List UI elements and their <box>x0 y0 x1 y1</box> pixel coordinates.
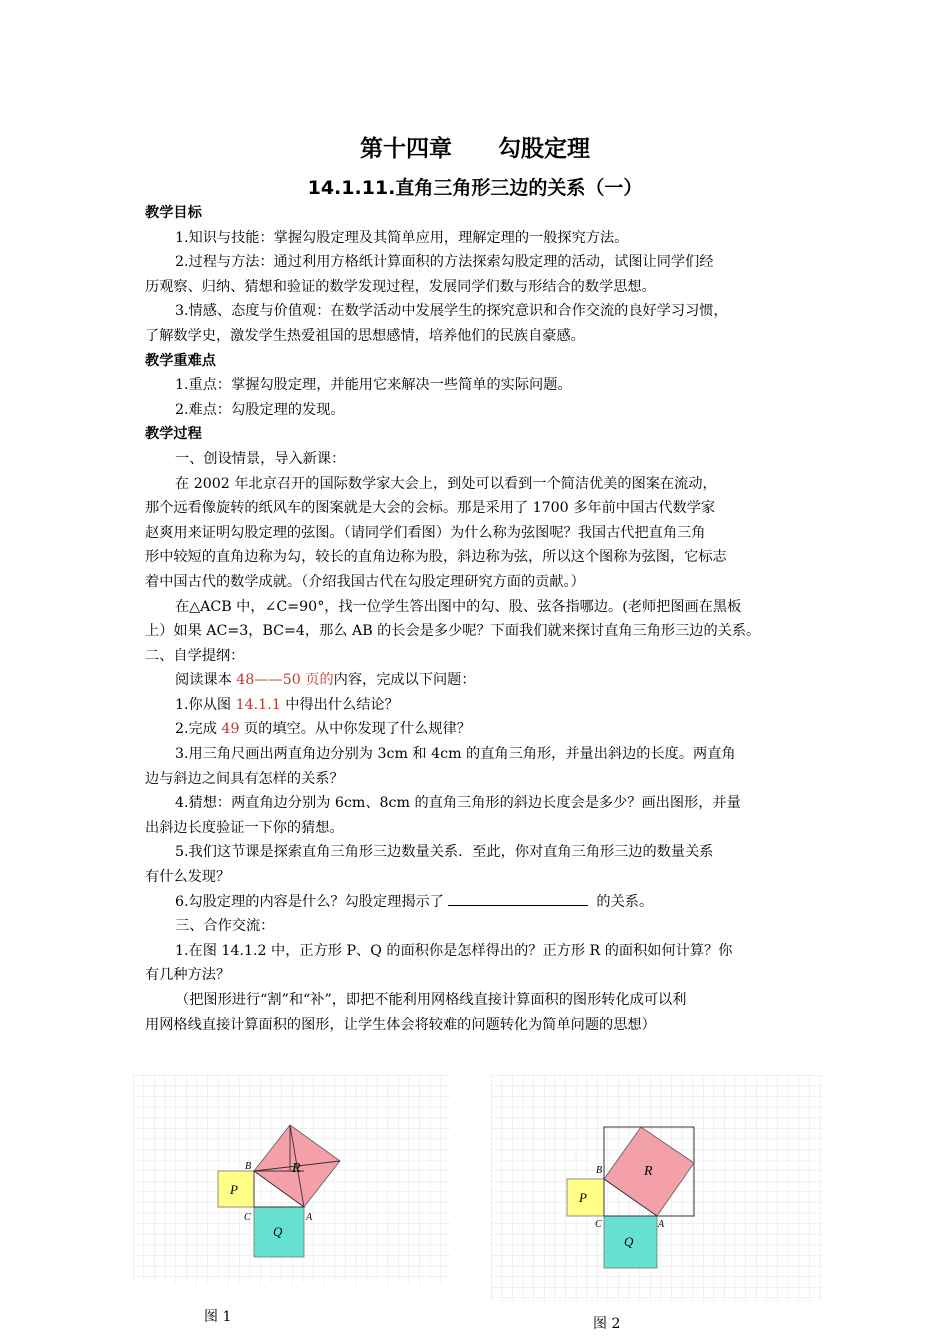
read-post: 内容，完成以下问题： <box>333 672 476 689</box>
exchange-line: 1.在图 14.1.2 中，正方形 P、Q 的面积你是怎样得出的？正方形 R 的面积如何计算？你 <box>175 942 733 959</box>
q1-ref: 14.1.1 <box>235 696 281 713</box>
q6-post: 的关系。 <box>591 893 654 910</box>
paragraph-line: 上）如果 AC=3，BC=4，那么 AB 的长会是多少呢？下面我们就来探讨直角三角形三边的关系。 <box>145 623 761 640</box>
goal-line: 3.情感、态度与价值观：在数学活动中发展学生的探究意识和合作交流的良好学习习惯， <box>175 303 728 320</box>
question-4-cont: 出斜边长度验证一下你的猜想。 <box>145 819 344 836</box>
paragraph-line: 形中较短的直角边称为勾，较长的直角边称为股，斜边称为弦，所以这个图称为弦图，它标志 <box>145 549 727 566</box>
key-point-line: 2.难点：勾股定理的发现。 <box>175 401 345 418</box>
question-2 <box>145 717 810 742</box>
label-r: R <box>292 1161 301 1176</box>
figure-2-caption: 图 2 <box>593 1316 621 1332</box>
read-pages: 48——50 页的 <box>236 672 334 689</box>
label-b: B <box>245 1161 252 1172</box>
goal-line: 了解数学史，激发学生热爱祖国的思想感情，培养他们的民族自豪感。 <box>145 327 585 344</box>
paragraph-line: 赵爽用来证明勾股定理的弦图。（请同学们看图）为什么称为弦图呢？我国古代把直角三角 <box>145 524 706 541</box>
exchange-line: 有几种方法？ <box>145 967 231 984</box>
label-r: R <box>644 1164 653 1179</box>
process-heading: 教学过程 <box>145 426 202 443</box>
q2-ref: 49 <box>221 721 240 738</box>
question-3-cont: 边与斜边之间具有怎样的关系？ <box>145 770 344 787</box>
exchange-line: 用网格线直接计算面积的图形，让学生体会将较难的问题转化为简单问题的思想） <box>145 1016 656 1033</box>
question-5: 5.我们这节课是探索直角三角形三边数量关系．至此，你对直角三角形三边的数量关系 <box>175 844 714 861</box>
label-c: C <box>244 1212 251 1223</box>
label-p: P <box>230 1182 238 1197</box>
question-5-cont: 有什么发现？ <box>145 869 231 886</box>
q2-post: 页的填空。从中你发现了什么规律？ <box>239 721 471 738</box>
q1-post: 中得出什么结论？ <box>280 696 399 713</box>
section-3-title: 三、合作交流： <box>175 918 275 935</box>
section-title: 14.1.11.直角三角形三边的关系（一） <box>307 177 643 199</box>
question-1 <box>145 693 810 718</box>
q1-pre: 1.你从图 <box>175 696 236 713</box>
figure-2 <box>491 1075 823 1301</box>
label-b: B <box>596 1165 603 1176</box>
goal-line: 历观察、归纳、猜想和验证的数学发现过程，发展同学们数与形结合的数学思想。 <box>145 278 656 295</box>
key-points-heading: 教学重难点 <box>145 352 216 369</box>
q6-pre: 6.勾股定理的内容是什么？勾股定理揭示了 <box>175 893 444 910</box>
exchange-line: （把图形进行“割”和“补”，即把不能利用网格线直接计算面积的图形转化成可以利 <box>175 992 687 1008</box>
fill-in-blank[interactable] <box>448 891 588 906</box>
label-a: A <box>658 1219 665 1230</box>
label-q: Q <box>624 1234 634 1249</box>
key-point-line: 1.重点：掌握勾股定理，并能用它来解决一些简单的实际问题。 <box>175 377 572 394</box>
question-6 <box>145 890 810 915</box>
read-pre: 阅读课本 <box>175 672 237 689</box>
figure-1-caption: 图 1 <box>204 1309 232 1325</box>
goals-heading: 教学目标 <box>145 205 202 221</box>
paragraph-line: 在 2002 年北京召开的国际数学家大会上，到处可以看到一个简洁优美的图案在流动， <box>175 475 717 492</box>
goal-line: 1.知识与技能：掌握勾股定理及其简单应用，理解定理的一般探究方法。 <box>175 229 629 246</box>
section-1-title: 一、创设情景，导入新课： <box>175 450 346 467</box>
q2-pre: 2.完成 <box>175 721 222 738</box>
lesson-body <box>145 201 810 1037</box>
question-4: 4.猜想：两直角边分别为 6cm、8cm 的直角三角形的斜边长度会是多少？画出图形，并量 <box>175 795 741 812</box>
section-2-title: 二、自学提纲： <box>145 647 245 664</box>
paragraph-line: 在△ACB 中，∠C=90°，找一位学生答出图中的勾、股、弦各指哪边。(老师把图画在黑板 <box>175 598 742 615</box>
label-c: C <box>595 1219 602 1230</box>
paragraph-line: 着中国古代的数学成就。（介绍我国古代在勾股定理研究方面的贡献。） <box>145 573 585 590</box>
question-3: 3.用三角尺画出两直角边分别为 3cm 和 4cm 的直角三角形，并量出斜边的长度。两直角 <box>175 746 736 763</box>
chapter-title: 第十四章 勾股定理 <box>360 136 590 162</box>
paragraph-line: 那个远看像旋转的纸风车的图案就是大会的会标。那是采用了 1700 多年前中国古代数学家 <box>145 500 716 517</box>
label-a: A <box>306 1212 313 1223</box>
label-p: P <box>579 1190 587 1205</box>
figure-1 <box>133 1075 451 1283</box>
reading-instruction <box>145 668 810 693</box>
label-q: Q <box>273 1224 283 1239</box>
goal-line: 2.过程与方法：通过利用方格纸计算面积的方法探索勾股定理的活动，试图让同学们经 <box>175 254 714 271</box>
